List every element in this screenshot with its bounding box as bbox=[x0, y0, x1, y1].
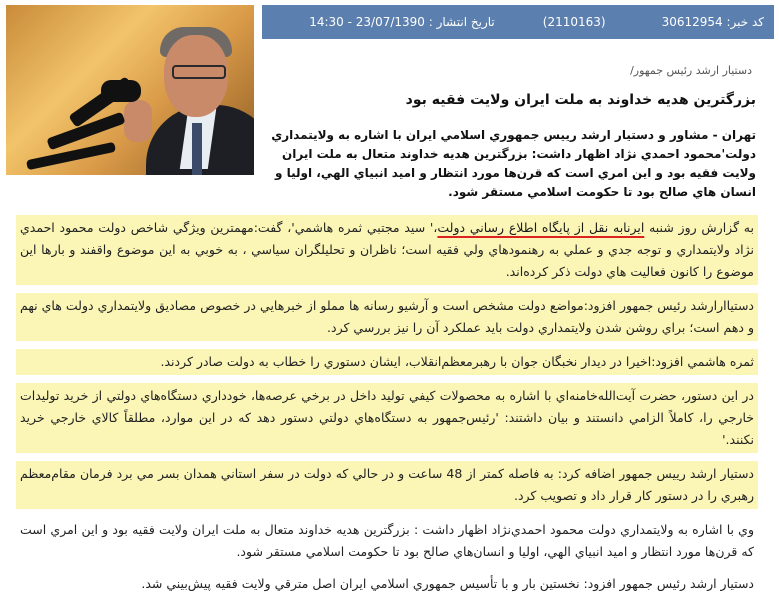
news-code: کد خبر: 30612954 bbox=[661, 15, 764, 29]
paragraph-1-end: ،' سيد مجتبي ثمره هاشمي'، گفت:مهمترين ويژگي شاخص دولت محمود احمدي نژاد ولايتمداري و توجه جدي و عملي به رهنمودهاي ولي فقيه است؛ ناظران و تحليلگران سياسي ، به خوبي به اين موضوع واقفند و بارها اين موضوع را كانون فعاليت هاي دولت ذكر كرده‌اند. bbox=[20, 220, 754, 279]
news-meta-bar bbox=[262, 5, 774, 39]
paragraph-1 bbox=[16, 215, 758, 285]
paragraph-1-start: به گزارش روز شنبه bbox=[644, 220, 754, 235]
news-ref-id: (2110163) bbox=[542, 15, 606, 29]
source-link[interactable]: ايرنابه نقل از پايگاه اطلاع رساني دولت bbox=[437, 220, 645, 235]
paragraph-6: وي با اشاره به ولايتمداري دولت محمود احمدي‌نژاد اظهار داشت : بزرگترين هديه خداوند متعال به ملت ايران ولايت فقيه بود و اين امري است كه قرن‌ها مورد انتظار و اميد انبياي الهي، اوليا و انسان‌هاي صالح بود تا حكومت اسلامي مستقر شود. bbox=[20, 522, 754, 559]
paragraph-3: ثمره هاشمي افزود:اخيرا در ديدار نخبگان جوان با رهبرمعظم‌انقلاب، ايشان دستوري را خطاب به دولت صادر كردند. bbox=[16, 349, 758, 375]
paragraph-5: دستيار ارشد رييس جمهور اضافه كرد: به فاصله كمتر از 48 ساعت و در حالي كه دولت در سفر استاني همدان بسر مي برد فرمان مقام‌معظم رهبري را در دستور كار قرار داد و تصويب كرد. bbox=[16, 461, 758, 509]
news-photo bbox=[6, 5, 254, 175]
publish-date: تاریخ انتشار : 23/07/1390 - 14:30 bbox=[309, 15, 495, 29]
paragraph-2: دستياارارشد رئيس جمهور افزود:مواضع دولت مشخص است و آرشيو رسانه ها مملو از خبرهايي در خصوص مصاديق ولايتمداري دولت هاي نهم و دهم است؛ براي روشن شدن ولايتمداري دولت بايد عملكرد آن را نيز بررسي كرد. bbox=[16, 293, 758, 341]
breadcrumb[interactable]: دستیار ارشد رئیس جمهور/ bbox=[630, 64, 752, 77]
paragraph-4: در اين دستور، حضرت آيت‌الله‌خامنه‌اي با اشاره به محصولات كيفي توليد داخل در برخي عرصه‌ها، خودداري دستگاه‌هاي دولتي از خريد توليدات خارجي را، كاملاً الزامي دانستند و بيان داشتند: 'رئيس‌جمهور به دستگاه‌هاي دولتي دستور دهد كه در اين موارد، مطلقاً كالاي خارجي خريد نكنند.' bbox=[16, 383, 758, 453]
lead-paragraph: تهران - مشاور و دستيار ارشد رييس جمهوري اسلامي ايران با اشاره به ولايتمداري دولت'محمود احمدي نژاد اظهار داشت: بزرگترين هديه خداوند متعال به ملت ايران ولايت فقيه بود و اين امري است كه قرن‌ها مورد انتظار و اميد انبياي الهي، اوليا و انسان هاي صالح بود تا حكومت اسلامي مستقر شود. bbox=[271, 128, 756, 199]
paragraph-7: دستيار ارشد رئيس جمهور افزود: نخستين بار و با تأسيس جمهوري اسلامي ايران اصل مترقي ولايت فقيه پيش‌بيني شد. bbox=[141, 576, 754, 591]
page-title: بزرگترين هديه خداوند به ملت ايران ولايت فقيه بود bbox=[405, 92, 756, 108]
article-body bbox=[16, 215, 758, 603]
